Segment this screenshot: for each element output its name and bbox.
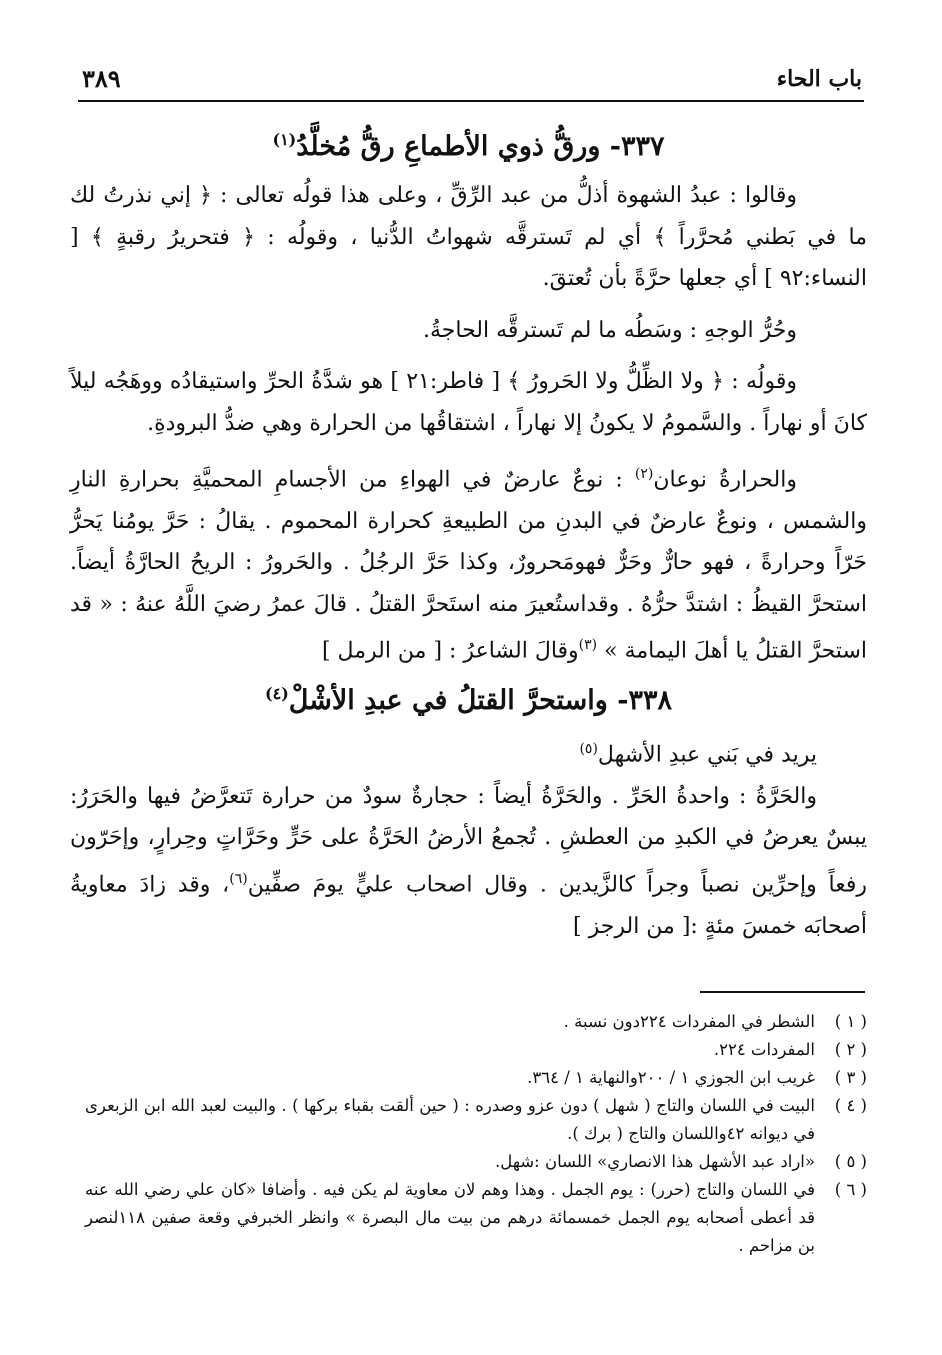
footnote-number: ( ٥ ) [834, 1152, 867, 1171]
entry-heading-337 [70, 118, 867, 169]
footnote [85, 1036, 867, 1064]
entry-heading-338 [70, 672, 867, 723]
footnote-number: ( ٣ ) [834, 1068, 867, 1087]
heading-338-text: ٣٣٨- واستحرَّ القتلُ في عبدِ الأشْلْ [288, 685, 672, 717]
footnote-ref: (٤) [265, 684, 289, 704]
footnote-text: البيت في اللسان والتاج ( شهل ) دون عزو وصدره : ( حين ألقت بقباء بركها ) . والبيت لعبد الله ابن الزبعرى في ديوانه ٤٢واللسان والتاج ( برك ). [85, 1096, 815, 1143]
header-divider [78, 100, 864, 102]
footnote-divider [700, 991, 865, 993]
footnote [85, 1148, 867, 1176]
footnote-text: المفردات ٢٢٤. [713, 1040, 815, 1059]
paragraph: وحُرُّ الوجهِ : وسَطُه ما لم تَسترقَّه الحاجةُ. [423, 317, 797, 343]
page-number: ٣٨٩ [82, 64, 121, 93]
footnote-text: «اراد عبد الأشهل هذا الانصاري» اللسان :شهل. [495, 1152, 815, 1171]
footnote-text: الشطر في المفردات ٢٢٤دون نسبة . [563, 1012, 815, 1031]
footnote [85, 1064, 867, 1092]
paragraph-text: ، وقد زادَ معاويةُ أصحابَه خمسَ مئةٍ :[ من الرجز ] [70, 872, 867, 939]
footnote-ref: (٣) [578, 637, 598, 654]
footnote-number: ( ٢ ) [834, 1040, 867, 1059]
paragraph [70, 729, 867, 776]
heading-337-text: ٣٣٧- ورقُّ ذوي الأطماعِ رقُّ مُخلَّدُ [296, 131, 665, 162]
footnote-ref: (١) [272, 130, 297, 149]
paragraph [70, 454, 867, 672]
footnote-text: في اللسان والتاج (حرر) : يوم الجمل . وهذا وهم لان معاوية لم يكن فيه . وأضافا «كان علي رضي الله عنه قد أعطى أصحابه يوم الجمل خمسمائة درهم من بيت مال البصرة » وانظر الخبرفي وقعة صفين ١١٨لنصر بن مزاحم . [85, 1180, 815, 1255]
paragraph-text: وقالَ الشاعرُ : [ من الرمل ] [321, 638, 579, 664]
footnote-number: ( ٦ ) [834, 1180, 867, 1199]
paragraph: وقولُه : ﴿ ولا الظِّلُّ ولا الحَرورُ ﴾ [ فاطر:٢١ ] هو شدَّةُ الحرِّ واستيقادُه ووهَجُه ليلاً كانَ أو نهاراً . والسَّمومُ لا يكونُ إلا نهاراً ، اشتقاقُها من الحرارة وهي ضدُّ البرودةِ. [70, 369, 867, 436]
paragraph-text: والحرارةُ نوعان [653, 467, 797, 493]
footnote [85, 1176, 867, 1260]
paragraph-text: : نوعٌ عارضٌ في الهواءِ من الأجسامِ المحميَّةِ بحرارةِ النارِ والشمس ، ونوعٌ عارضٌ في البدنِ من الطبيعةِ كحرارة المحموم . يقالُ : حَرَّ يومُنا يَحرُّ حَرّاً وحرارةً ، فهو حارٌّ وحَرٌّ فهومَحرورٌ، وكذا حَرَّ الرجُلُ . والحَرورُ : الريحُ الحارَّةُ أيضاً. استحرَّ القيظُ : اشتدَّ حرُّهُ . وقداستُعيرَ منه استَحرَّ القتلُ . قالَ عمرُ رضيَ اللَّهُ عنهُ : « قد استحرَّ القتلُ يا أهلَ اليمامة » [70, 467, 867, 664]
paragraph-text: يريد في بَني عبدِ الأشهل [597, 742, 817, 768]
footnote-number: ( ١ ) [834, 1012, 867, 1031]
footnote [85, 1092, 867, 1148]
page-body [70, 118, 867, 947]
chapter-title: باب الحاء [776, 66, 862, 92]
running-header [78, 62, 862, 96]
footnote-ref: (٥) [579, 741, 598, 758]
footnote-ref: (٢) [634, 466, 654, 482]
footnote [85, 1008, 867, 1036]
paragraph-text: والحَرَّةُ : واحدةُ الحَرِّ . والحَرَّةُ أيضاً : حجارةٌ سودٌ من حرارة تَتعرَّضُ فيها والحَرَرُ: يبسٌ يعرضُ في الكبدِ من العطشِ . تُجمعُ الأرضُ الحَرَّةُ على حَرٍّ وحَرَّاتٍ وحِرارٍ، وإحَرّون رفعاً وإحرِّين نصباً وجراً كالزَّيدين . وقال اصحاب عليٍّ يومَ صفِّين [70, 783, 867, 898]
footnote-number: ( ٤ ) [834, 1096, 867, 1115]
footnote-text: غريب ابن الجوزي ١ / ٢٠٠والنهاية ١ / ٣٦٤. [527, 1068, 815, 1087]
paragraph [70, 776, 867, 947]
paragraph: وقالوا : عبدُ الشهوة أذلُّ من عبد الرِّقِّ ، وعلى هذا قولُه تعالى : ﴿ إني نذرتُ لك ما في بَطني مُحرَّراً ﴾ أي لم تَسترقَّه شهواتُ الدُّنيا ، وقولُه : ﴿ فتحريرُ رقبةٍ ﴾ [ النساء:٩٢ ] أي جعلها حرَّةً بأن تُعتقَ. [70, 183, 867, 291]
footnotes [85, 1008, 867, 1260]
footnote-ref: (٦) [229, 870, 248, 887]
